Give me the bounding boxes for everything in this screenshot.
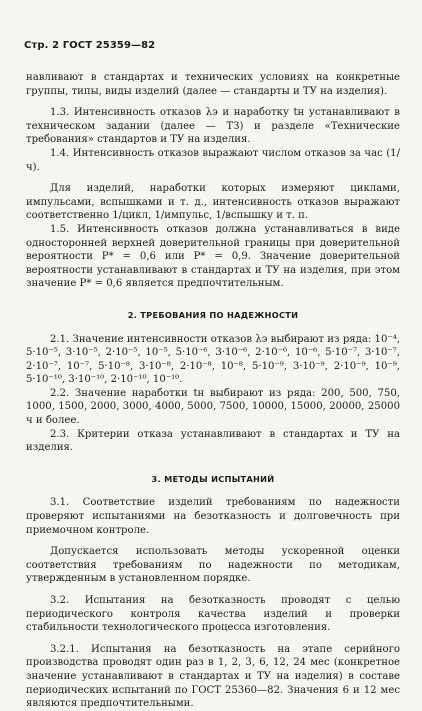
paragraph-1-5: 1.5. Интенсивность отказов должна устанавливаться в виде односторонней верхней доверительной границы при доверительной вероятности P* = 0,6 или P* = 0,9. Значение доверительной вероятности устанавливают в стандартах и ТУ на изделия, при этом значение P* = 0,6 является предпочтительным.: [26, 223, 400, 290]
section-3-heading: 3. МЕТОДЫ ИСПЫТАНИЙ: [151, 473, 275, 484]
section-2-heading: 2. ТРЕБОВАНИЯ ПО НАДЕЖНОСТИ: [127, 309, 299, 320]
paragraph-3-1-note: Допускается использовать методы ускоренной оценки соответствия требованиям по надежности по методикам, утвержденным в установленном порядке.: [26, 546, 400, 585]
paragraph-1-4: 1.4. Интенсивность отказов выражают числом отказов за час (1/ч).: [26, 147, 400, 173]
paragraph-1-4-note: Для изделий, наработки которых измеряют циклами, импульсами, вспышками и т. д., интенсивность отказов выражают соответственно 1/цикл, 1/импульс, 1/вспышку и т. п.: [26, 183, 400, 222]
page-header: Стр. 2 ГОСТ 25359—82: [24, 40, 156, 51]
paragraph-2-3: 2.3. Критерии отказа устанавливают в стандартах и ТУ на изделия.: [26, 428, 400, 454]
paragraph-1-3: 1.3. Интенсивность отказов λэ и наработку tн устанавливают в техническом задании (далее — ТЗ) и разделе «Технические требования» стандартов и ТУ на изделия.: [26, 107, 400, 146]
paragraph-3-1: 3.1. Соответствие изделий требованиям по надежности проверяют испытаниями на безотказность и долговечность при приемочном контроле.: [26, 497, 400, 536]
paragraph-2-1: 2.1. Значение интенсивности отказов λэ выбирают из ряда: 10⁻⁴, 5·10⁻⁵, 3·10⁻⁵, 2·10⁻⁵, 10⁻⁵, 5·10⁻⁶, 3·10⁻⁶, 2·10⁻⁶, 10⁻⁶, 5·10⁻⁷, 3·10⁻⁷, 2·10⁻⁷, 10⁻⁷, 5·10⁻⁸, 3·10⁻⁸, 2·10⁻⁸, 10⁻⁸, 5·10⁻⁹, 3·10⁻⁹, 2·10⁻⁹, 10⁻⁹, 5·10⁻¹⁰, 3·10⁻¹⁰, 2·10⁻¹⁰, 10⁻¹⁰.: [26, 333, 400, 386]
document-body: [26, 71, 400, 711]
paragraph-3-2-1: 3.2.1. Испытания на безотказность на этапе серийного производства проводят один раз в 1, 2, 3, 6, 12, 24 мес (конкретное значение устанавливают в стандартах и ТУ на изделия) в составе периодических испытаний по ГОСТ 25360—82. Значения 6 и 12 мес являются предпочтительными.: [26, 643, 400, 710]
paragraph-continuation: навливают в стандартах и технических условиях на конкретные группы, типы, виды изделий (далее — стандарты и ТУ на изделия).: [26, 72, 400, 97]
paragraph-2-2: 2.2. Значение наработки tн выбирают из ряда: 200, 500, 750, 1000, 1500, 2000, 3000, 4000, 5000, 7500, 10000, 15000, 20000, 25000 ч и более.: [26, 387, 400, 427]
paragraph-3-2: 3.2. Испытания на безотказность проводят с целью периодического контроля качества изделий и проверки стабильности технологического процесса изготовления.: [26, 595, 400, 634]
